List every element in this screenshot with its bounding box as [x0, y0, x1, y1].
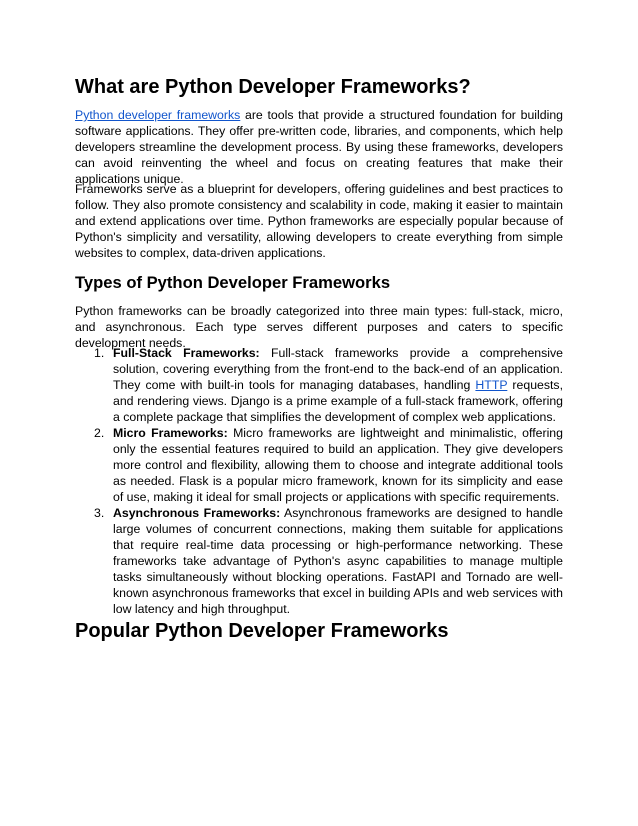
list-number: 2. — [94, 426, 105, 440]
list-number: 1. — [94, 346, 105, 360]
intro-paragraph — [75, 107, 563, 187]
list-number: 3. — [94, 506, 105, 520]
framework-types-list — [75, 345, 563, 617]
list-item-micro — [75, 425, 563, 505]
list-item-asynchronous — [75, 505, 563, 617]
list-item-full-stack — [75, 345, 563, 425]
http-link[interactable]: HTTP — [475, 378, 508, 392]
heading-what-are-frameworks: What are Python Developer Frameworks? — [75, 76, 471, 98]
types-intro-paragraph: Python frameworks can be broadly categorized into three main types: full-stack, micro, and asynchronous. Each type serves different purposes and caters to specific development needs. — [75, 304, 563, 350]
heading-types-of-frameworks: Types of Python Developer Frameworks — [75, 273, 391, 292]
heading-popular-frameworks: Popular Python Developer Frameworks — [75, 620, 449, 642]
list-item-text: Asynchronous frameworks are designed to handle large volumes of concurrent connections, making them suitable for applications that require real-time data processing or high-performance networking. These frameworks take advantage of Python's async capabilities to manage multiple tasks simultaneously without blocking operations. FastAPI and Tornado are well-known asynchronous frameworks that excel in building APIs and web services with low latency and high throughput. — [113, 506, 563, 616]
list-item-text: Micro frameworks are lightweight and minimalistic, offering only the essential features required to build an application. They give developers more control and flexibility, allowing them to choose and integrate additional tools as needed. Flask is a popular micro framework, known for its simplicity and ease of use, making it ideal for small projects or applications with specific requirements. — [113, 426, 563, 504]
python-frameworks-link[interactable]: Python developer frameworks — [75, 108, 241, 122]
list-item-title: Micro Frameworks: — [113, 426, 228, 440]
list-item-title: Asynchronous Frameworks: — [113, 506, 281, 520]
list-item-text: Full-stack frameworks provide a comprehensive solution, covering everything from the front-end to the back-end of an application. They come with built-in tools for managing databases, handling — [113, 346, 563, 392]
list-item-title: Full-Stack Frameworks: — [113, 346, 260, 360]
blueprint-paragraph: Frameworks serve as a blueprint for developers, offering guidelines and best practices to follow. They also promote consistency and scalability in code, making it easier to maintain and extend applications over time. Python frameworks are especially popular because of Python's simplicity and versatility, allowing developers to create everything from simple websites to complex, data-driven applications. — [75, 182, 563, 260]
intro-text: are tools that provide a structured foundation for building software applications. They offer pre-written code, libraries, and components, which help developers streamline the development process. By using these frameworks, developers can avoid reinventing the wheel and focus on creating features that make their applications unique. — [75, 108, 564, 186]
list-item-text-end: requests, and rendering views. Django is a prime example of a full-stack framework, offering a complete package that simplifies the development of complex web applications. — [113, 378, 563, 424]
